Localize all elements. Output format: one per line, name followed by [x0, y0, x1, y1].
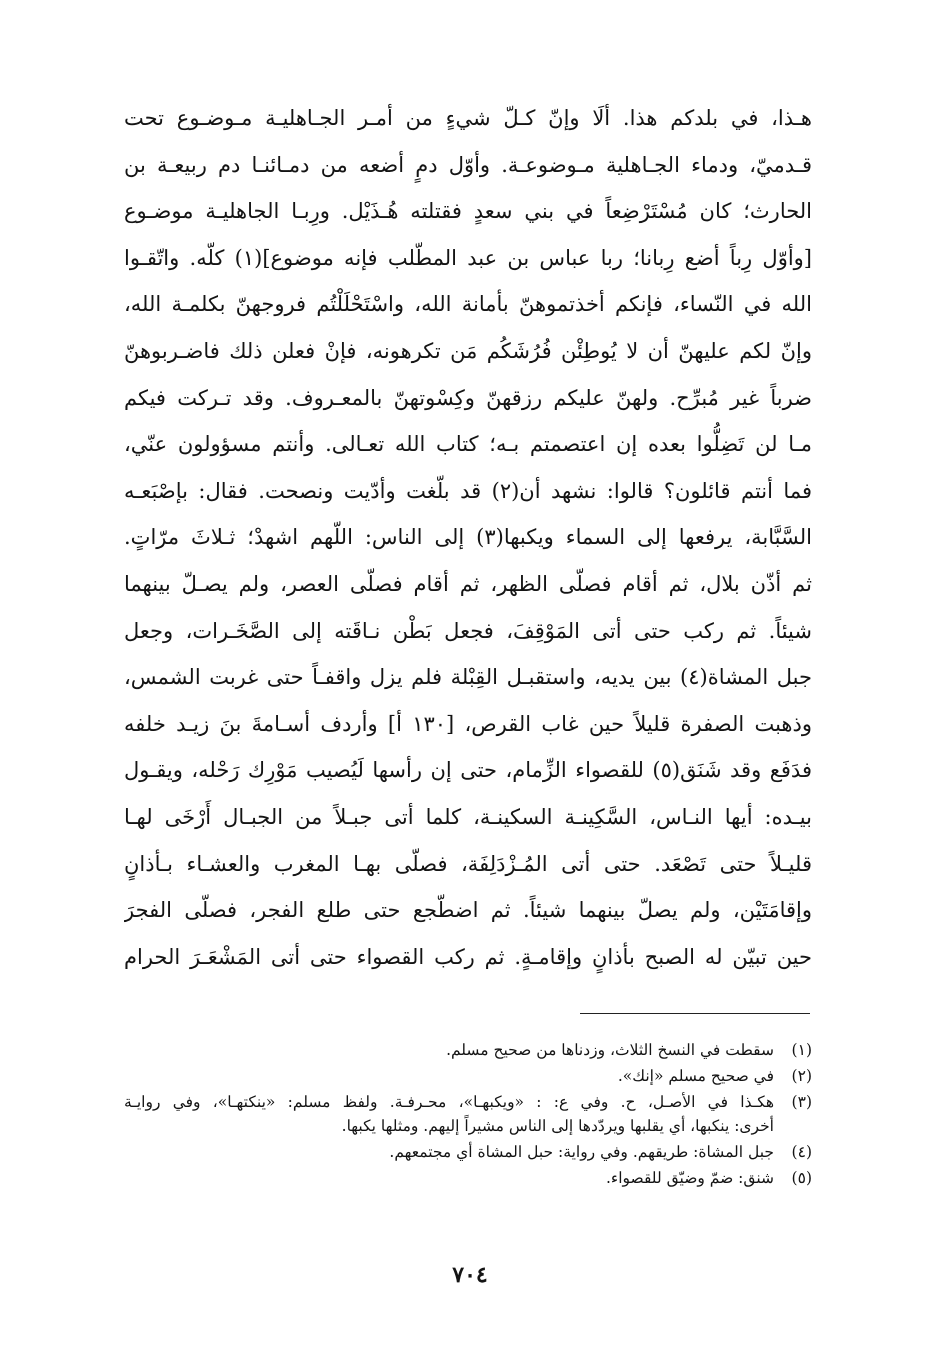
footnote-divider — [580, 1013, 810, 1014]
footnote — [124, 1166, 812, 1190]
text-line: حين تبيّن له الصبح بأذانٍ وإقامـةٍ. ثم ركب القصواء حتى أتى المَشْعَـرَ الحرام — [124, 944, 812, 969]
footnote-text — [124, 1140, 774, 1164]
text-line: وإنّ لكم عليهنّ أن لا يُوطِئْن فُرُشَكُم مَن تكرهونه، فإنْ فعلن ذلك فاضـربوهنّ — [124, 338, 812, 363]
footnotes-section — [124, 1038, 812, 1192]
footnote-line: في صحيح مسلم «إنك». — [617, 1067, 774, 1085]
text-line: فما أنتم قائلون؟ قالوا: نشهد أن(٢) قد بلّغت وأدّيت ونصحت. فقال: بإصْبَعـه — [124, 478, 812, 503]
main-text-block — [124, 95, 812, 980]
footnote-text — [124, 1090, 774, 1138]
footnote-text — [124, 1064, 774, 1088]
footnote-number: (٢) — [791, 1067, 812, 1085]
footnote-line: أخرى: ينكبها، أي يقلبها ويردّدها إلى الناس مشيراً إليهم. ومثلها يكبها. — [341, 1117, 774, 1135]
footnote-number: (٤) — [791, 1143, 812, 1161]
footnote-number: (٥) — [791, 1169, 812, 1187]
text-line: [وأوّل رِباً أضع رِبانا؛ ربا عباس بن عبد المطّلب فإنه موضوع](١) كلّه. واتّقـوا — [124, 245, 812, 270]
footnote-line: شنق: ضمّ وضيّق للقصواء. — [606, 1169, 774, 1187]
footnote — [124, 1140, 812, 1164]
footnote-line: جبل المشاة: طريقهم. وفي رواية: حبل المشاة أي مجتمعهم. — [389, 1143, 774, 1161]
footnote-line: سقطت في النسخ الثلاث، وزدناها من صحيح مسلم. — [446, 1041, 774, 1059]
footnote-number: (٣) — [791, 1093, 812, 1111]
text-line: جبل المشاة(٤) بين يديه، واستقبـل القِبْلة فلم يزل واقفـاً حتى غربت الشمس، — [124, 665, 812, 690]
text-line: ضرباً غير مُبرِّح. ولهنّ عليكم رزقهنّ وكِسْوتهنّ بالمعـروف. وقد تـركت فيكم — [124, 385, 812, 410]
text-line: شيئاً. ثم ركب حتى أتى المَوْقِفَ، فجعل بَطْن نـاقَته إلى الصَّخَـرات، وجعل — [124, 618, 812, 643]
text-line: وذهبت الصفرة قليلاً حين غاب القرص، [١٣٠ أ] وأردف أسـامةَ بنَ زيـد خلفه — [124, 711, 812, 736]
text-line: السَّبَّابة، يرفعها إلى السماء ويكبها(٣) إلى الناس: اللّهم اشهدْ؛ ثـلاثَ مرّاتٍ. — [124, 525, 812, 550]
footnote — [124, 1090, 812, 1138]
text-line: الحارث؛ كان مُسْتَرْضِعاً في بني سعدٍ فقتلته هُـذَيْل. ورِبـا الجاهليـة موضـوع — [124, 199, 812, 224]
text-line: ثم أذّن بلال، ثم أقام فصلّى الظهر، ثم أقام فصلّى العصر، ولم يصـلّ بينهما — [124, 571, 812, 596]
footnote-text — [124, 1038, 774, 1062]
text-line: هـذا، في بلدكم هذا. ألَا وإنّ كـلّ شيءٍ من أمـر الجـاهليـة مـوضـوع تحت — [124, 106, 812, 130]
footnote-text — [124, 1166, 774, 1190]
text-line: فدَفَع وقد شَنَق(٥) للقصواء الزِّمام، حتى إن رأسها لَيُصيب مَوْرِك رَحْله، ويقـول — [124, 758, 812, 783]
footnote-line: هكـذا في الأصـل، ح. وفي ع: : «ويكبهـا»، محـرفـة. ولفظ مسلم: «ينكتهـا»، وفي روايـة — [124, 1093, 774, 1111]
text-line: وإقامَتَيْن، ولم يصلّ بينهما شيئاً. ثم اضطّجع حتى طلع الفجر، فصلّى الفجرَ — [124, 898, 812, 923]
text-line: قـدميّ، ودماء الجـاهلية مـوضوعـة. وأوّل دمٍ أضعه من دمـائنـا دم ربيعـة بن — [124, 152, 812, 177]
text-line: الله في النّساء، فإنكم أخذتموهنّ بأمانة الله، واسْتَحْلَلْتُم فروجهنّ بكلمـة الله، — [124, 292, 812, 317]
footnote — [124, 1038, 812, 1062]
text-line: مـا لن تَضِلُّوا بعده إن اعتصمتم بـه؛ كتاب الله تعـالى. وأنتم مسؤولون عنّي، — [124, 432, 812, 457]
footnote-number: (١) — [791, 1041, 812, 1059]
text-line: قليـلاً حتى تَصْعَد. حتى أتى المُـزْدَلِفَة، فصلّى بهـا المغرب والعشـاء بـأذانٍ — [124, 851, 812, 876]
footnote — [124, 1064, 812, 1088]
page-number: ٧٠٤ — [452, 1262, 488, 1288]
text-line: بيـده: أيها النـاس، السَّكِينـة السكينـة، كلما أتى جبـلاً من الجبـال أَرْخَى لهـا — [124, 804, 812, 829]
